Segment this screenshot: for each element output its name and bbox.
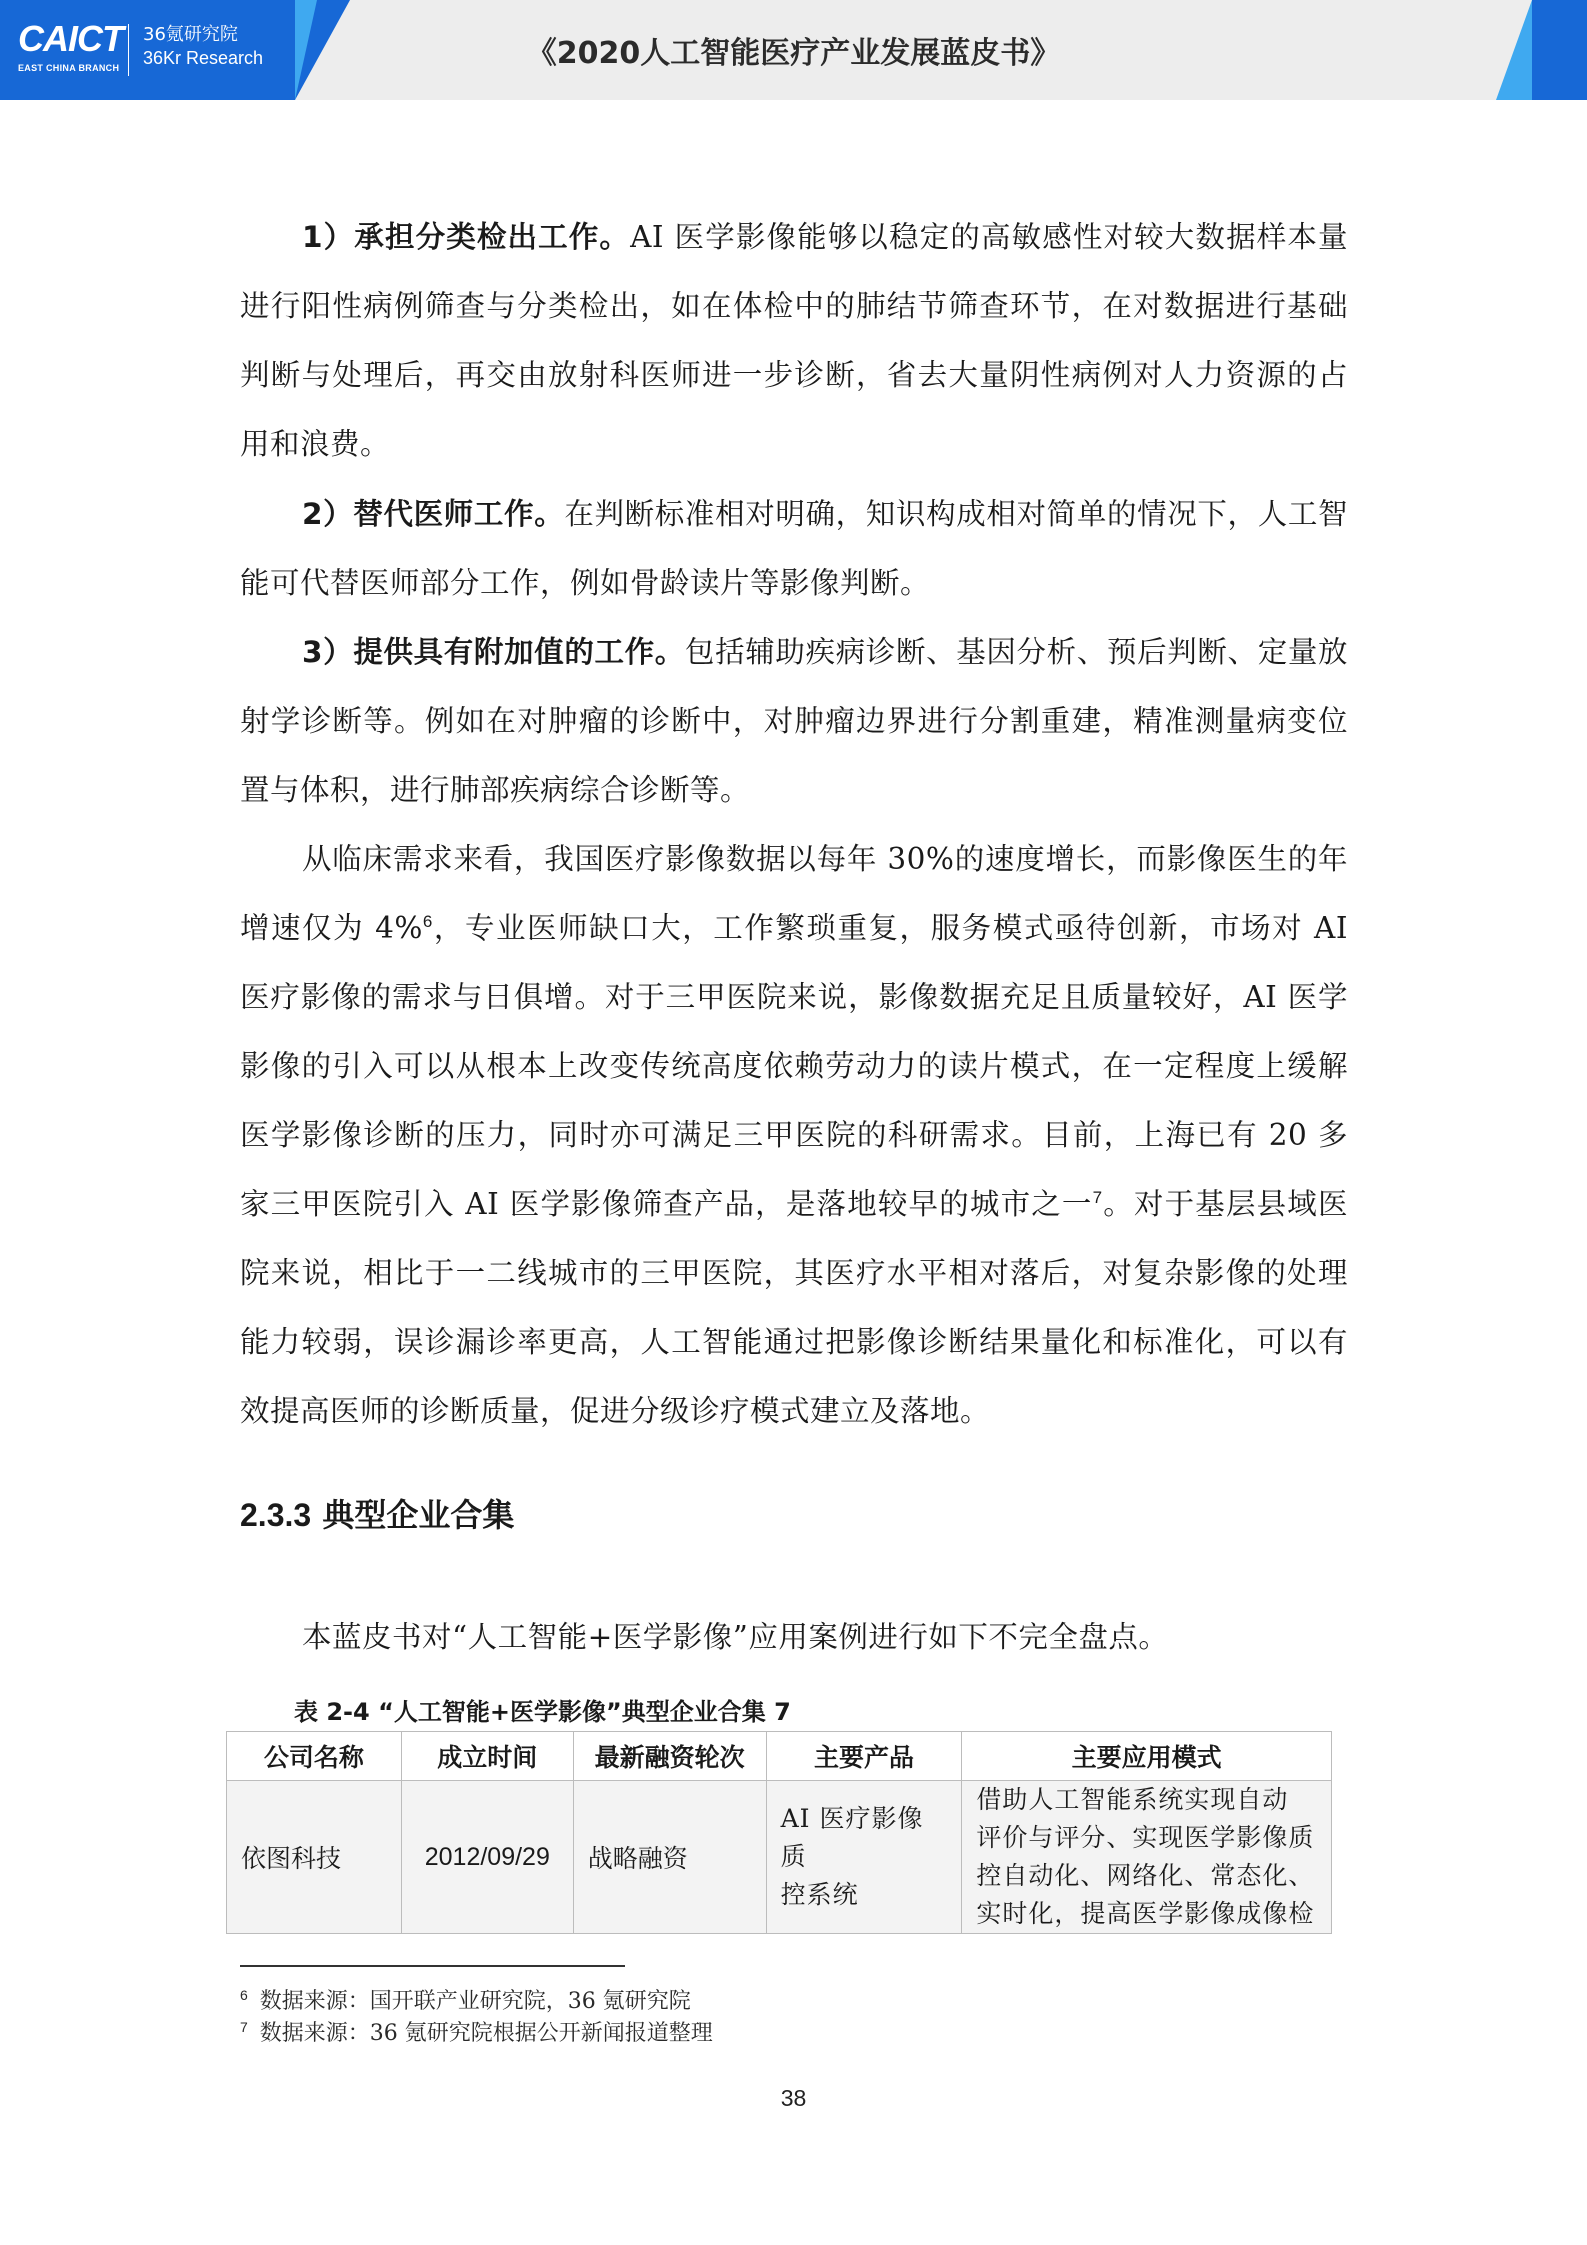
document-title: 《2020人工智能医疗产业发展蓝皮书》 [526,36,1061,71]
page-header [0,0,1587,100]
cell-founded: 2012/09/29 [401,1781,573,1934]
footnote-6-text: 数据来源：国开联产业研究院，36 氪研究院 [259,1989,691,2014]
paragraph-2 [240,480,1348,618]
section-number: 2.3.3 [240,1497,312,1533]
table-caption: 表 2-4 “人工智能+医学影像”典型企业合集 7 [294,1698,791,1726]
paragraph-4 [240,825,1348,1446]
footnote-rule [240,1965,625,1967]
page-number: 38 [780,2085,807,2111]
research-logo-en: 36Kr Research [143,48,264,68]
paragraph-1-lead: 1）承担分类检出工作。 [302,220,631,254]
header-mode: 主要应用模式 [962,1732,1332,1781]
cell-company: 依图科技 [227,1781,402,1934]
paragraph-2-text: 在判断标准相对明确，知识构成相对简单的情况下，人工智能可代替医师部分工作，例如骨龄读片等影像判断。 [240,497,1348,600]
footnote-6-number: 6 [240,1986,248,2003]
footnote-ref-7[interactable]: 7 [1092,1188,1103,1208]
footnote-7 [240,2016,713,2047]
cell-product [766,1781,962,1934]
cell-product-line-2: 控系统 [780,1880,859,1909]
caict-logo: CAICT [18,18,123,59]
table-header-row [227,1732,1332,1781]
section-title: 典型企业合集 [322,1496,515,1534]
footnote-ref-6[interactable]: 6 [422,912,433,932]
section-intro: 本蓝皮书对“人工智能+医学影像”应用案例进行如下不完全盘点。 [302,1620,1169,1654]
header-company: 公司名称 [227,1732,402,1781]
footnote-7-text: 数据来源：36 氪研究院根据公开新闻报道整理 [259,2021,713,2046]
cell-mode-line-4: 实时化，提高医学影像成像检 [976,1899,1315,1928]
enterprise-table [226,1731,1332,1934]
paragraph-4-part-b: ，专业医师缺口大，工作繁琐重复，服务模式亟待创新，市场对 AI 医疗影像的需求与日俱增。对于三甲医院来说，影像数据充足且质量较好，AI 医学影像的引入可以从根本上改变传统高度依赖劳动力的读片模式，在一定程度上缓解医学影像诊断的压力，同时亦可满足三甲医院的科研需求。目前，上海已有 20 多家三甲医院引入 AI 医学影像筛查产品，是落地较早的城市之一 [240,911,1348,1221]
paragraph-2-lead: 2）替代医师工作。 [302,497,565,531]
cell-product-line-1: AI 医疗影像质 [780,1804,924,1871]
cell-round: 战略融资 [573,1781,766,1934]
paragraph-1-text: AI 医学影像能够以稳定的高敏感性对较大数据样本量进行阳性病例筛查与分类检出，如在体检中的肺结节筛查环节，在对数据进行基础判断与处理后，再交由放射科医师进一步诊断，省去大量阴性病例对人力资源的占用和浪费。 [240,220,1348,461]
cell-mode-line-1: 借助人工智能系统实现自动 [976,1785,1289,1814]
cell-mode-line-2: 评价与评分、实现医学影像质 [976,1823,1315,1852]
cell-mode-line-3: 控自动化、网络化、常态化、 [976,1861,1315,1890]
section-heading [240,1490,514,1536]
header-product: 主要产品 [766,1732,962,1781]
header-round: 最新融资轮次 [573,1732,766,1781]
footnote-6 [240,1984,691,2015]
paragraph-3-lead: 3）提供具有附加值的工作。 [302,635,685,669]
header-founded: 成立时间 [401,1732,573,1781]
paragraph-3 [240,618,1348,825]
footnote-7-number: 7 [240,2018,248,2035]
table-row [227,1781,1332,1934]
caict-logo-subtitle: EAST CHINA BRANCH [18,63,120,73]
paragraph-3-text: 包括辅助疾病诊断、基因分析、预后判断、定量放射学诊断等。例如在对肿瘤的诊断中，对肿瘤边界进行分割重建，精准测量病变位置与体积，进行肺部疾病综合诊断等。 [240,635,1348,807]
paragraph-1 [240,203,1348,479]
research-logo-cn: 36氪研究院 [143,24,238,45]
paragraph-4-part-c: 。对于基层县域医院来说，相比于一二线城市的三甲医院，其医疗水平相对落后，对复杂影像的处理能力较弱，误诊漏诊率更高，人工智能通过把影像诊断结果量化和标准化，可以有效提高医师的诊断质量，促进分级诊疗模式建立及落地。 [240,1187,1348,1428]
paragraph-4-part-a: 从临床需求来看，我国医疗影像数据以每年 30%的速度增长，而影像医生的年增速仅为 4% [240,842,1348,945]
cell-mode [962,1781,1332,1934]
